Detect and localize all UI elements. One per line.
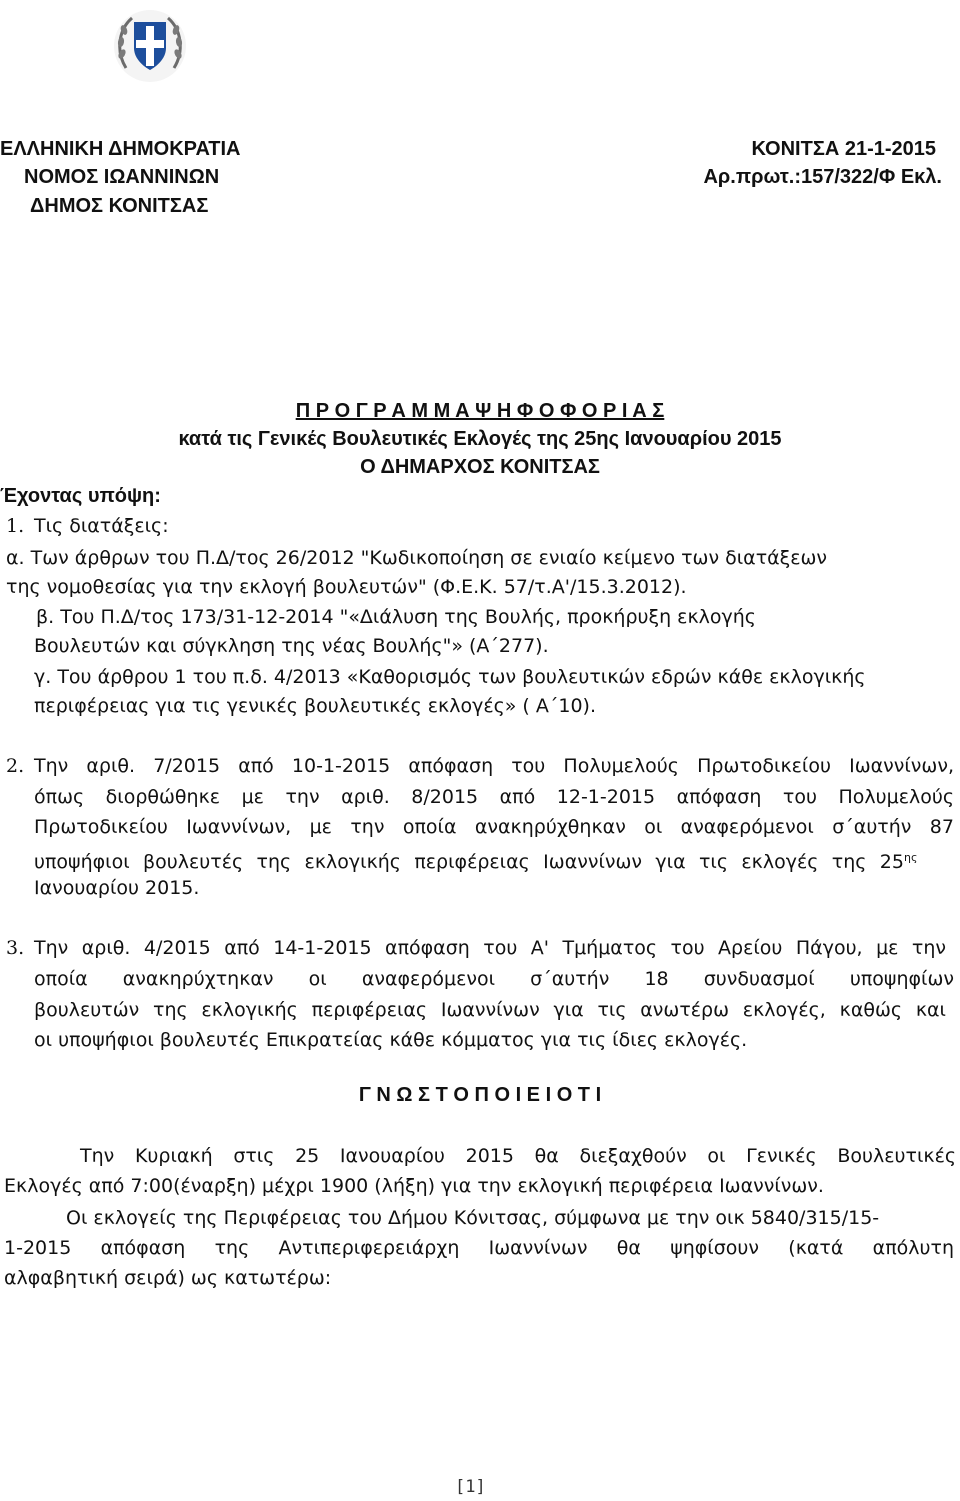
item-1a-line-2: της νομοθεσίας για την εκλογή βουλευτών" (Φ.Ε.Κ. 57/τ.Α'/15.3.2012). [6, 576, 687, 598]
item-number: 3. [6, 937, 25, 959]
paragraph-1-line-1: Την Κυριακή στις 25 Ιανουαρίου 2015 θα διεξαχθούν οι Γενικές Βουλευτικές [80, 1145, 956, 1167]
paragraph-2-line-3: αλφαβητική σειρά) ως κατωτέρω: [4, 1267, 332, 1289]
header-date: ΚΟΝΙΤΣΑ 21-1-2015 [751, 138, 936, 160]
item-1b-line-1: β. Του Π.Δ/τος 173/31-12-2014 "«Διάλυση της Βουλής, προκήρυξη εκλογής [36, 606, 756, 628]
item-1g-line-1: γ. Του άρθρου 1 του π.δ. 4/2013 «Καθορισμός των βουλευτικών εδρών κάθε εκλογικής [34, 666, 866, 688]
item-2-line-3: Πρωτοδικείου Ιωαννίνων, με την οποία ανακηρύχθηκαν οι αναφερόμενοι σ΄αυτήν 87 [34, 816, 954, 838]
item-3-line-1: Την αριθ. 4/2015 από 14-1-2015 απόφαση του Α' Τμήματος του Αρείου Πάγου, με την [34, 937, 946, 959]
announcement-heading: Γ Ν Ω Σ Τ Ο Π Ο Ι Ε Ι Ο Τ Ι [358, 1084, 602, 1106]
document-subtitle: κατά τις Γενικές Βουλευτικές Εκλογές της 25ης Ιανουαρίου 2015 [178, 428, 782, 450]
item-2-line-4 [34, 843, 954, 877]
item-1g-line-2: περιφέρειας για τις γενικές βουλευτικές εκλογές» ( Α΄10). [34, 695, 597, 717]
header-protocol-number: Αρ.πρωτ.:157/322/Φ Εκλ. [703, 166, 942, 188]
issuing-authority: Ο ΔΗΜΑΡΧΟΣ ΚΟΝΙΤΣΑΣ [360, 456, 600, 478]
item-3-line-4: οι υποψήφιοι βουλευτές Επικρατείας κάθε κόμματος για τις ίδιες εκλογές. [34, 1029, 748, 1051]
considering-heading: Έχοντας υπόψη: [0, 485, 161, 507]
header-prefecture: ΝΟΜΟΣ ΙΩΑΝΝΙΝΩΝ [24, 166, 220, 188]
greek-state-emblem-icon [112, 8, 188, 84]
paragraph-2-line-2: 1-2015 απόφαση της Αντιπεριφερειάρχη Ιωαννίνων θα ψηφίσουν (κατά απόλυτη [4, 1237, 954, 1259]
item-number: 1. [6, 515, 25, 537]
item-1a-line-1: α. Των άρθρων του Π.Δ/τος 26/2012 "Κωδικοποίηση σε ενιαίο κείμενο των διατάξεων [6, 547, 828, 569]
item-number: 2. [6, 755, 25, 777]
item-2-line-5: Ιανουαρίου 2015. [34, 877, 200, 899]
ordinal-suffix: ης [904, 851, 918, 864]
page-number: [1] [455, 1477, 486, 1497]
item-3-line-3: βουλευτών της εκλογικής περιφέρειας Ιωαννίνων για τις ανωτέρω εκλογές, καθώς και [34, 999, 946, 1021]
item-2-line-1: Την αριθ. 7/2015 από 10-1-2015 απόφαση του Πολυμελούς Πρωτοδικείου Ιωαννίνων, [34, 755, 954, 777]
paragraph-1-line-2: Εκλογές από 7:00(έναρξη) μέχρι 1900 (λήξη) για την εκλογική περιφέρεια Ιωαννίνων. [4, 1175, 824, 1197]
item-text: Τις διατάξεις: [34, 515, 169, 537]
item-2-line-4-text: υποψήφιοι βουλευτές της εκλογικής περιφέρειας Ιωαννίνων για τις εκλογές της 25 [34, 851, 904, 874]
paragraph-2-line-1: Οι εκλογείς της Περιφέρειας του Δήμου Κόνιτσας, σύμφωνα με την οικ 5840/315/15- [66, 1207, 880, 1229]
header-republic: ΕΛΛΗΝΙΚΗ ΔΗΜΟΚΡΑΤΙΑ [0, 138, 241, 160]
document-title: Π Ρ Ο Γ Ρ Α Μ Μ Α Ψ Η Φ Ο Φ Ο Ρ Ι Α Σ [295, 400, 665, 422]
item-1b-line-2: Βουλευτών και σύγκληση της νέας Βουλής"» (Α΄277). [34, 635, 549, 657]
item-2-line-2: όπως διορθώθηκε με την αριθ. 8/2015 από 12-1-2015 απόφαση του Πολυμελούς [34, 786, 954, 808]
header-municipality: ΔΗΜΟΣ ΚΟΝΙΤΣΑΣ [30, 195, 209, 217]
item-3-line-2: οποία ανακηρύχτηκαν οι αναφερόμενοι σ΄αυτήν 18 συνδυασμοί υποψηφίων [34, 968, 954, 990]
